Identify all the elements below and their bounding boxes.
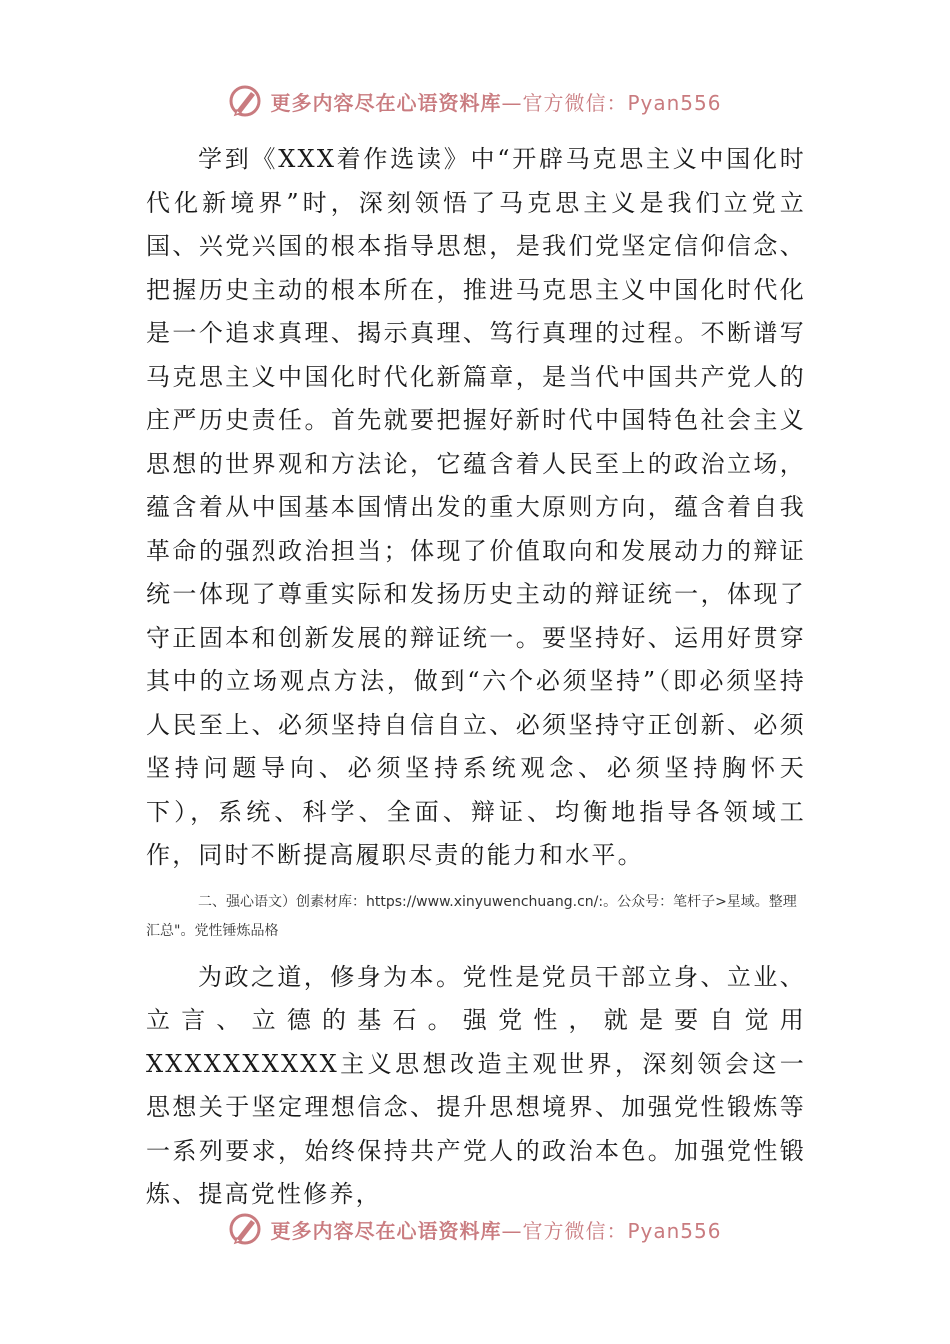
paragraph-1: 学到《XXX着作选读》中“开辟马克思主义中国化时代化新境界”时，深刻领悟了马克思主义是我们立党立国、兴党兴国的根本指导思想，是我们党坚定信仰信念、把握历史主动的根本所在，推进马克思主义中国化时代化是一个追求真理、揭示真理、笃行真理的过程。不断谱写马克思主义中国化时代化新篇章，是当代中国共产党人的庄严历史责任。首先就要把握好新时代中国特色社会主义思想的世界观和方法论，它蕴含着人民至上的政治立场，蕴含着从中国基本国情出发的重大原则方向，蕴含着自我革命的强烈政治担当；体现了价值取向和发展动力的辩证统一体现了尊重实际和发扬历史主动的辩证统一，体现了守正固本和创新发展的辩证统一。要坚持好、运用好贯穿其中的立场观点方法，做到“六个必须坚持”（即必须坚持人民至上、必须坚持自信自立、必须坚持守正创新、必须坚持问题导向、必须坚持系统观念、必须坚持胸怀天下），系统、科学、全面、辩证、均衡地指导各领域工作，同时不断提高履职尽责的能力和水平。 [146, 145, 806, 869]
watermark-dash: — [501, 90, 523, 115]
watermark-main: 更多内容尽在心语资料库 [270, 90, 502, 115]
document-body [146, 138, 806, 1217]
watermark-main: 更多内容尽在心语资料库 [270, 1218, 502, 1243]
paragraph-2: 为政之道，修身为本。党性是党员干部立身、立业、立言、立德的基石。强党性，就是要自觉用XXXXXXXXXX主义思想改造主观世界，深刻领会这一思想关于坚定理想信念、提升思想境界、加强党性锻炼等一系列要求，始终保持共产党人的政治本色。加强党性锻炼、提高党性修养， [146, 962, 806, 1208]
watermark-tail: 官方微信：Pyan556 [522, 90, 722, 115]
pen-logo-icon [228, 1212, 262, 1246]
header-watermark [0, 84, 950, 118]
section-heading-line: 二、强心语文）创素材库：https://www.xinyuwenchuang.cn/:。公众号：笔杆子>星域。整理汇总"。党性锤炼品格 [146, 893, 797, 939]
watermark-text [270, 87, 721, 116]
watermark-dash: — [501, 1218, 523, 1243]
watermark-tail: 官方微信：Pyan556 [522, 1218, 722, 1243]
pen-logo-icon [228, 84, 262, 118]
footer-watermark [0, 1212, 950, 1246]
watermark-text [270, 1215, 721, 1244]
